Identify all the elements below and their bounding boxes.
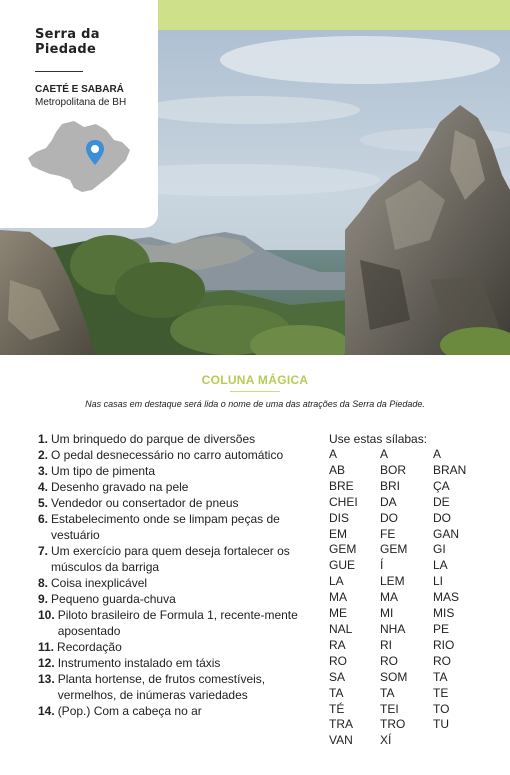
clue-text: (Pop.) Com a cabeça no ar — [57, 704, 202, 718]
clue-item — [38, 447, 313, 463]
clue-text: O pedal desnecessário no carro automático — [51, 448, 284, 462]
syllable: RIO — [433, 637, 455, 652]
syllable: SOM — [380, 669, 408, 684]
clue-item — [38, 431, 313, 447]
syllable: DA — [380, 494, 397, 509]
state-map-shape — [28, 121, 130, 192]
syllable: EM — [329, 526, 347, 541]
clue-text: Um brinquedo do parque de diversões — [51, 432, 256, 446]
syllable: RA — [329, 637, 346, 652]
clue-text: Vendedor ou consertador de pneus — [51, 496, 239, 510]
clue-item — [38, 575, 313, 591]
card-divider — [35, 71, 83, 72]
clue-number: 13. — [38, 672, 55, 686]
clue-number: 3. — [38, 464, 49, 478]
syllable: RI — [380, 637, 392, 652]
clue-number: 8. — [38, 576, 49, 590]
syllable: TU — [433, 717, 449, 732]
syllable: DE — [433, 494, 450, 509]
clue-item — [38, 655, 313, 671]
syllable: LEM — [380, 574, 405, 589]
syllable: DIS — [329, 510, 350, 525]
syllable: TA — [433, 669, 448, 684]
syllable-column-1 — [329, 447, 358, 749]
syllable: RO — [433, 653, 451, 668]
clue-item — [38, 511, 313, 543]
syllable: BRI — [380, 478, 401, 493]
clue-item — [38, 703, 313, 719]
clue-number: 2. — [38, 448, 49, 462]
syllable: A — [380, 447, 389, 461]
clue-item — [38, 479, 313, 495]
card-city: CAETÉ E SABARÁ — [35, 84, 124, 95]
syllable: VAN — [329, 733, 353, 748]
syllable: PE — [433, 621, 450, 636]
clue-number: 9. — [38, 592, 49, 606]
clue-item — [38, 607, 313, 639]
syllable: LA — [329, 574, 344, 589]
syllable: MAS — [433, 590, 460, 605]
syllable: TO — [433, 701, 450, 716]
clue-number: 10. — [38, 608, 55, 622]
syllable: XÍ — [380, 733, 392, 748]
card-title-line-1: Serra da — [35, 27, 100, 42]
syllable: SA — [329, 669, 346, 684]
syllable: ÇA — [433, 478, 450, 493]
syllable: LA — [433, 558, 448, 573]
clue-text: Estabelecimento onde se limpam peças de vestuário — [51, 512, 280, 542]
syllable: CHEI — [329, 494, 358, 509]
syllable: BOR — [380, 462, 407, 477]
syllable: DO — [380, 510, 398, 525]
syllable: LI — [433, 574, 444, 589]
clue-text: Um exercício para quem deseja fortalecer os músculos da barriga — [51, 544, 290, 574]
clue-text: Recordação — [57, 640, 122, 654]
clue-item — [38, 671, 313, 703]
syllable-column-3 — [433, 447, 466, 733]
syllable: TE — [433, 685, 449, 700]
syllable: NHA — [380, 621, 406, 636]
syllable: A — [433, 447, 442, 461]
syllable: TA — [380, 685, 395, 700]
syllable: MIS — [433, 606, 455, 621]
card-title-line-2: Piedade — [35, 42, 97, 57]
syllable: FE — [380, 526, 396, 541]
syllable: DO — [433, 510, 451, 525]
syllable: TEI — [380, 701, 399, 716]
clue-item — [38, 639, 313, 655]
syllable: GEM — [329, 542, 357, 557]
clue-number: 14. — [38, 704, 55, 718]
clue-text: Pequeno guarda-chuva — [51, 592, 176, 606]
syllable: GI — [433, 542, 446, 557]
accent-strip — [158, 0, 510, 30]
clue-number: 5. — [38, 496, 49, 510]
syllable: TÉ — [329, 701, 345, 716]
clue-text: Um tipo de pimenta — [51, 464, 156, 478]
clue-item — [38, 591, 313, 607]
clue-number: 4. — [38, 480, 49, 494]
syllable: TRA — [329, 717, 353, 732]
clue-item — [38, 463, 313, 479]
clue-number: 12. — [38, 656, 55, 670]
syllable: AB — [329, 462, 346, 477]
syllable: A — [329, 447, 338, 461]
syllable: ME — [329, 606, 347, 621]
clue-number: 1. — [38, 432, 49, 446]
syllable: TA — [329, 685, 344, 700]
syllable: MI — [380, 606, 394, 621]
clue-text: Desenho gravado na pele — [51, 480, 189, 494]
clue-text: Coisa inexplicável — [51, 576, 148, 590]
syllable: GAN — [433, 526, 460, 541]
puzzle-title-underline — [230, 391, 280, 392]
clue-item — [38, 495, 313, 511]
syllables-header: Use estas sílabas: — [329, 432, 428, 446]
syllable: MA — [380, 590, 398, 605]
syllable: Í — [380, 558, 384, 573]
clue-text: Piloto brasileiro de Formula 1, recente-mente aposentado — [57, 608, 298, 638]
syllable: BRE — [329, 478, 354, 493]
clue-number: 11. — [38, 640, 55, 654]
syllable: GEM — [380, 542, 408, 557]
clue-number: 7. — [38, 544, 49, 558]
syllable: RO — [329, 653, 347, 668]
syllable: GUE — [329, 558, 356, 573]
syllable: MA — [329, 590, 347, 605]
clue-text: Instrumento instalado em táxis — [57, 656, 221, 670]
syllable: NAL — [329, 621, 353, 636]
puzzle-intro: Nas casas em destaque será lida o nome de uma das atrações da Serra da Piedade. — [85, 399, 425, 409]
syllable: BRAN — [433, 462, 467, 477]
clue-item — [38, 543, 313, 575]
state-map — [26, 118, 136, 203]
clue-text: Planta hortense, de frutos comestíveis, vermelhos, de inúmeras variedades — [57, 672, 266, 702]
card-title — [35, 27, 145, 57]
clue-number: 6. — [38, 512, 49, 526]
card-region: Metropolitana de BH — [35, 97, 127, 108]
clue-list — [38, 431, 313, 719]
syllable: RO — [380, 653, 398, 668]
puzzle-title: COLUNA MÁGICA — [201, 373, 309, 387]
syllable: TRO — [380, 717, 406, 732]
location-card — [0, 0, 158, 228]
syllable-column-2 — [380, 447, 407, 749]
